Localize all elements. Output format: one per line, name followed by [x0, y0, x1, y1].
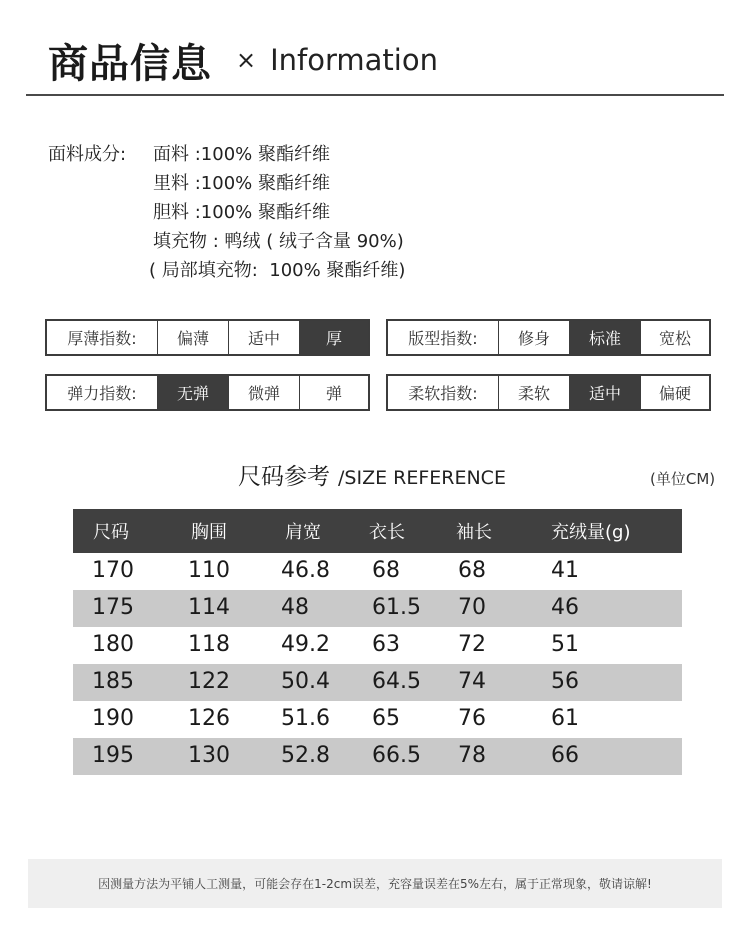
table-row	[73, 627, 682, 664]
table-cell: 180	[92, 632, 134, 657]
column-header: 肩宽	[285, 522, 321, 543]
column-header: 袖长	[456, 522, 492, 543]
fit-index	[386, 319, 711, 356]
times-icon: ×	[236, 46, 257, 74]
table-cell: 72	[458, 632, 486, 657]
index-option-selected: 厚	[299, 321, 368, 354]
table-row	[73, 701, 682, 738]
table-cell: 50.4	[281, 669, 330, 694]
column-header: 衣长	[369, 522, 405, 543]
table-row	[73, 553, 682, 590]
table-cell: 51	[551, 632, 579, 657]
fabric-line: 填充物 : 鸭绒 ( 绒子含量 90%)	[153, 231, 404, 252]
size-reference-heading	[238, 458, 506, 491]
table-cell: 41	[551, 558, 579, 583]
table-cell: 64.5	[372, 669, 421, 694]
table-cell: 52.8	[281, 743, 330, 768]
table-cell: 66	[551, 743, 579, 768]
table-cell: 46.8	[281, 558, 330, 583]
table-cell: 190	[92, 706, 134, 731]
elasticity-index	[45, 374, 370, 411]
index-option: 宽松	[640, 321, 709, 354]
column-header: 胸围	[191, 522, 227, 543]
header-divider	[26, 94, 724, 96]
table-cell: 49.2	[281, 632, 330, 657]
index-label: 版型指数:	[408, 329, 478, 348]
index-option: 修身	[498, 321, 569, 354]
index-option-selected: 适中	[569, 376, 640, 409]
index-option-selected: 标准	[569, 321, 640, 354]
table-row	[73, 590, 682, 627]
table-header	[73, 509, 682, 553]
index-label: 弹力指数:	[67, 384, 137, 403]
index-option: 微弹	[228, 376, 299, 409]
fabric-composition	[48, 140, 405, 285]
table-cell: 78	[458, 743, 486, 768]
index-option-selected: 无弹	[157, 376, 228, 409]
column-header: 充绒量(g)	[551, 522, 631, 543]
page-title: 商品信息	[48, 40, 212, 87]
softness-index	[386, 374, 711, 411]
table-cell: 68	[458, 558, 486, 583]
table-cell: 130	[188, 743, 230, 768]
table-cell: 68	[372, 558, 400, 583]
index-option: 弹	[299, 376, 368, 409]
table-cell: 122	[188, 669, 230, 694]
size-reference-title: 尺码参考	[238, 464, 330, 490]
table-cell: 114	[188, 595, 230, 620]
fabric-line: 面料 :100% 聚酯纤维	[153, 144, 330, 165]
thickness-index	[45, 319, 370, 356]
footer-note: 因测量方法为平铺人工测量，可能会存在1-2cm误差，充容量误差在5%左右，属于正常现象，敬请谅解!	[28, 859, 722, 908]
table-body	[73, 553, 682, 775]
size-reference-subtitle: /SIZE REFERENCE	[338, 467, 506, 489]
index-option: 柔软	[498, 376, 569, 409]
table-cell: 51.6	[281, 706, 330, 731]
table-cell: 46	[551, 595, 579, 620]
index-label: 厚薄指数:	[67, 329, 137, 348]
page-header	[48, 30, 438, 90]
index-option: 偏硬	[640, 376, 709, 409]
index-option: 适中	[228, 321, 299, 354]
fabric-label: 面料成分:	[48, 144, 127, 165]
table-cell: 70	[458, 595, 486, 620]
table-cell: 74	[458, 669, 486, 694]
table-cell: 185	[92, 669, 134, 694]
table-cell: 118	[188, 632, 230, 657]
table-cell: 110	[188, 558, 230, 583]
index-option: 偏薄	[157, 321, 228, 354]
table-row	[73, 664, 682, 701]
table-cell: 61.5	[372, 595, 421, 620]
table-cell: 170	[92, 558, 134, 583]
index-label: 柔软指数:	[408, 384, 478, 403]
table-cell: 195	[92, 743, 134, 768]
table-cell: 56	[551, 669, 579, 694]
table-cell: 63	[372, 632, 400, 657]
table-row	[73, 738, 682, 775]
page-subtitle: Information	[270, 43, 438, 77]
size-table	[73, 509, 682, 775]
fabric-line: 胆料 :100% 聚酯纤维	[153, 202, 330, 223]
table-cell: 65	[372, 706, 400, 731]
table-cell: 126	[188, 706, 230, 731]
table-cell: 48	[281, 595, 309, 620]
table-cell: 61	[551, 706, 579, 731]
fabric-line: 里料 :100% 聚酯纤维	[153, 173, 330, 194]
fabric-line: ( 局部填充物: 100% 聚酯纤维)	[149, 260, 406, 281]
unit-label: (单位CM)	[650, 470, 716, 488]
table-cell: 175	[92, 595, 134, 620]
column-header: 尺码	[93, 522, 129, 543]
table-cell: 66.5	[372, 743, 421, 768]
table-cell: 76	[458, 706, 486, 731]
